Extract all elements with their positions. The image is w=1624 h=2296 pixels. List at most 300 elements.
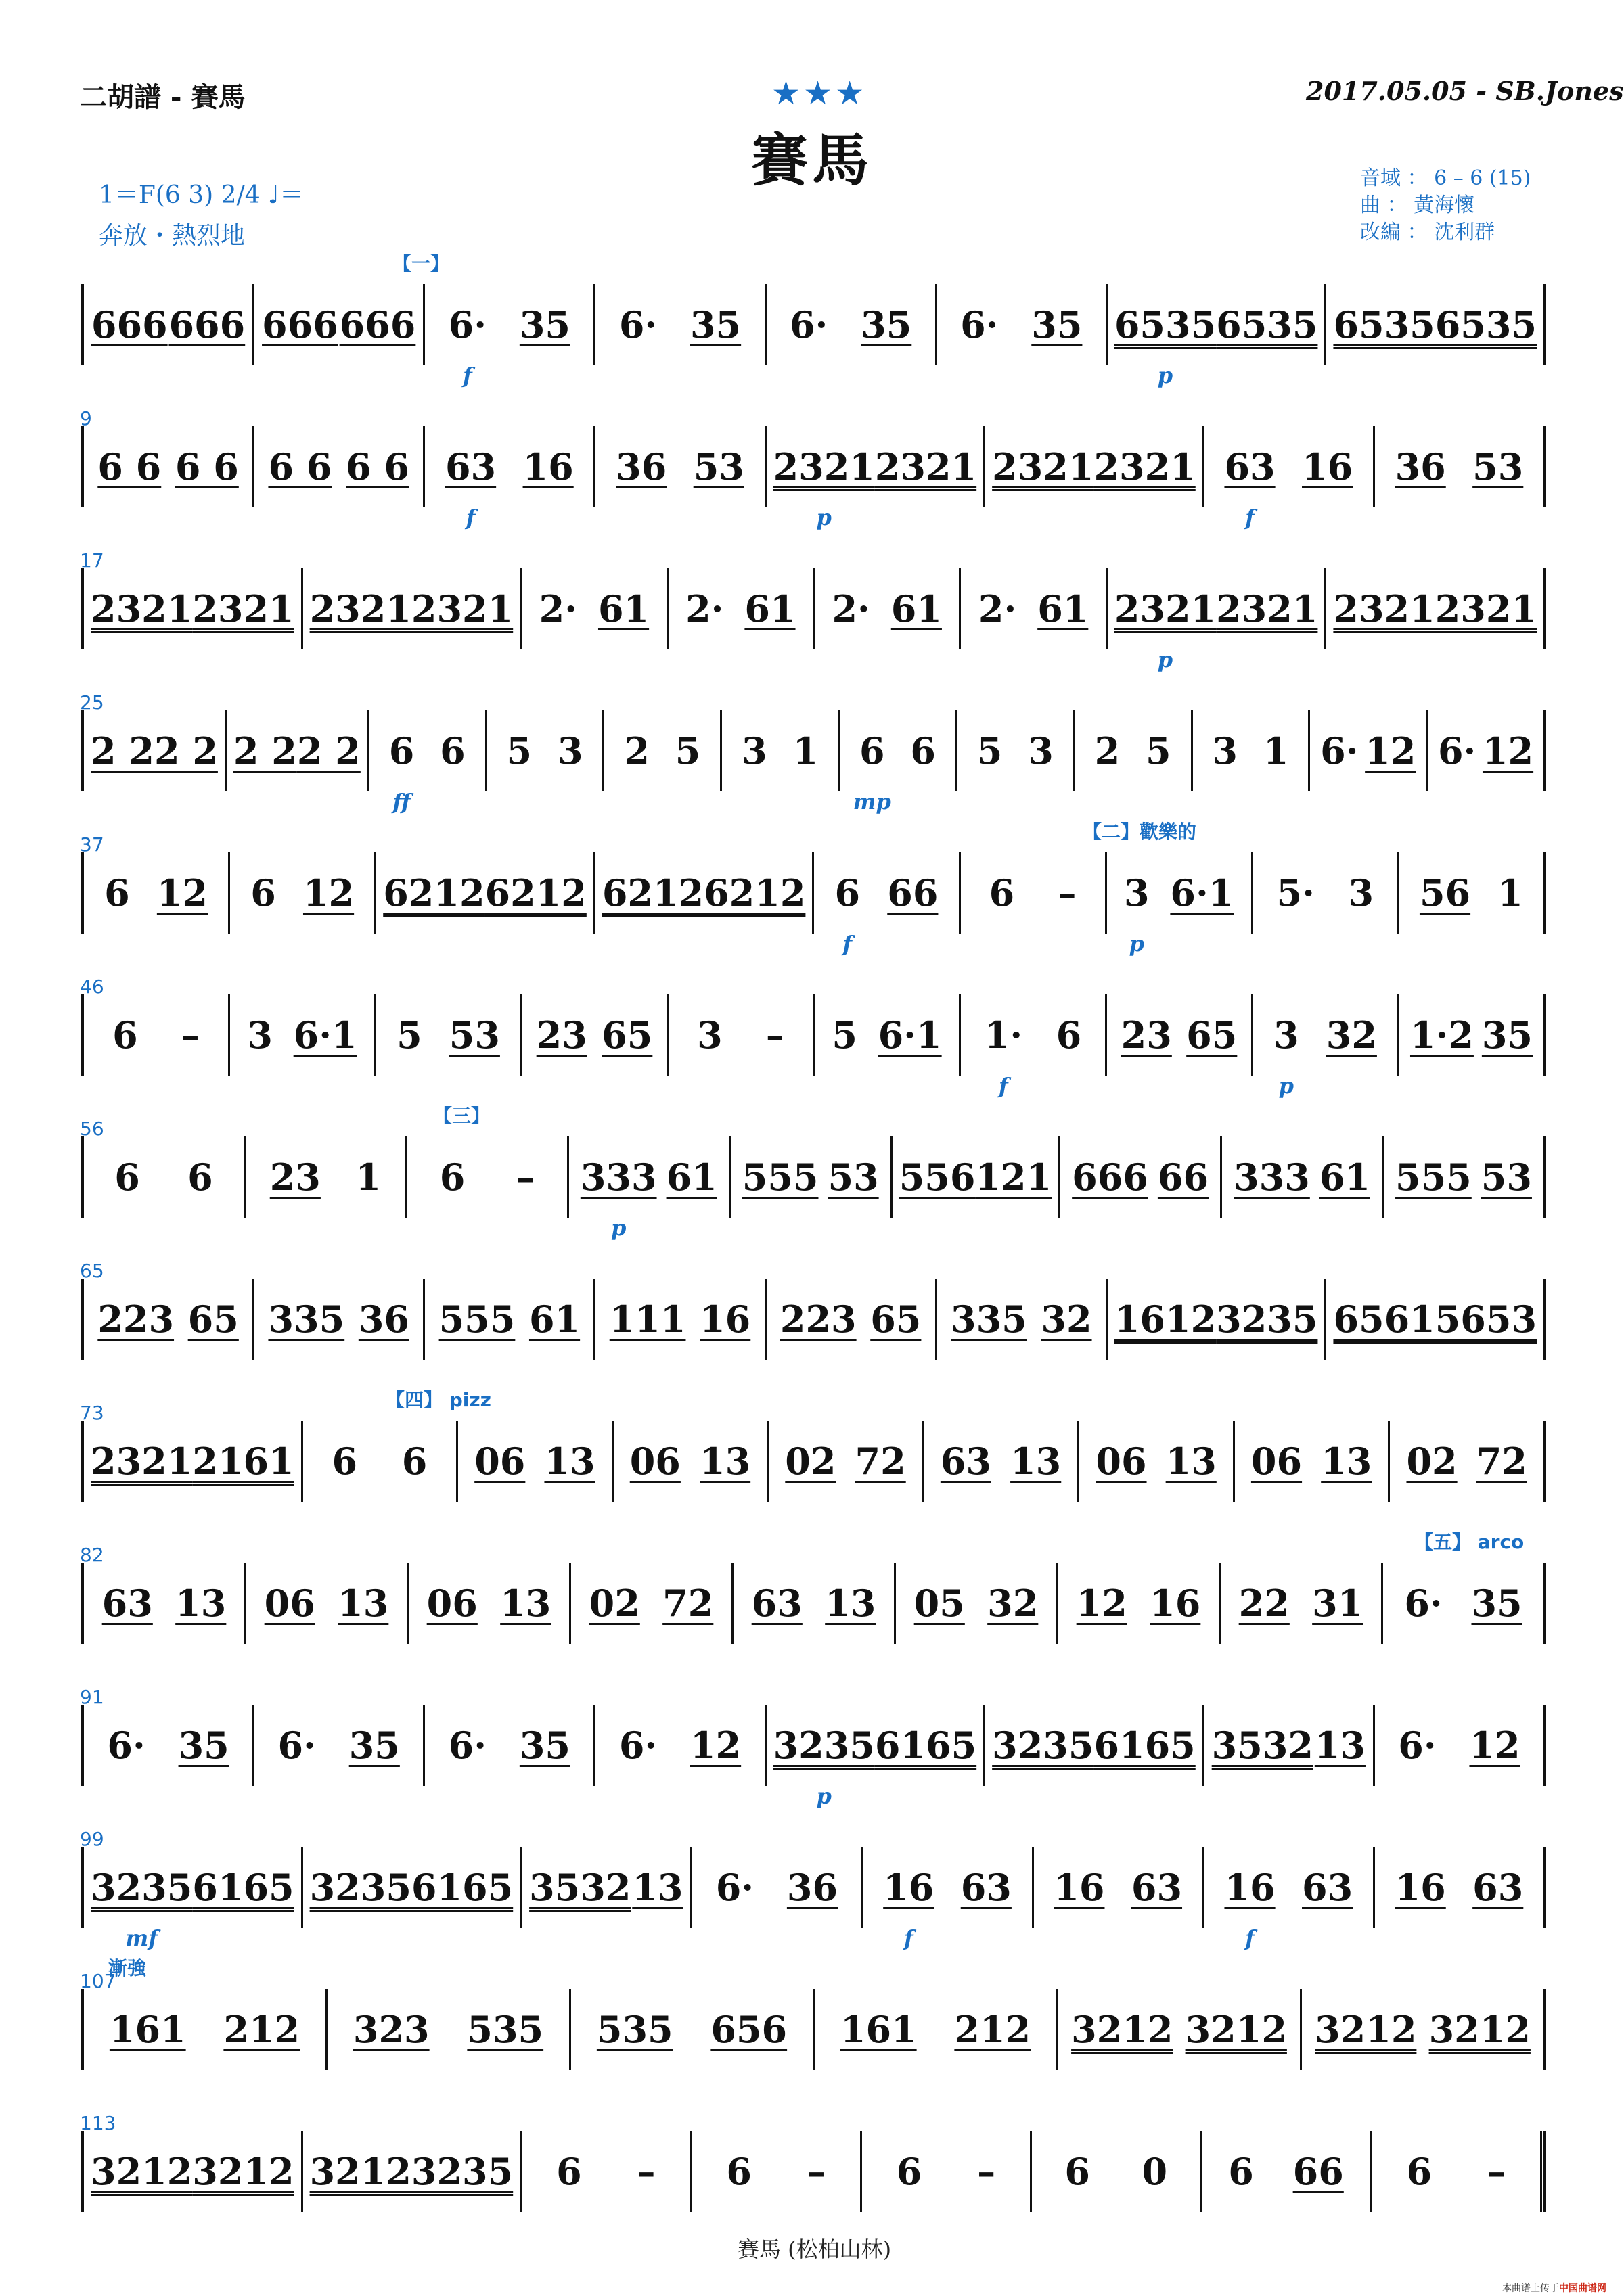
measure [937,284,1108,365]
note-group: 13 [175,1582,227,1625]
measure [303,2131,522,2212]
dynamic-marking: p [1129,931,1144,957]
note-group: 6· [618,1724,658,1767]
note-group: 6165 [874,1724,977,1767]
note-group: 666 [91,303,168,346]
note-group: 323 [353,2008,430,2051]
note-group: 22 [1238,1582,1290,1625]
measure [84,1563,246,1644]
measure [595,1705,766,1786]
dynamic-marking: p [1157,363,1173,388]
measure [425,1705,595,1786]
note-group: 555 [1395,1155,1472,1199]
note-group: 35 [519,1724,570,1767]
note-group: 63 [960,1866,1012,1909]
note-group: 5653 [1435,1298,1537,1341]
note-group: 2 2 [296,729,361,773]
measure [84,426,254,507]
measure [84,1279,254,1360]
note-group: 06 [1096,1440,1147,1483]
dynamic-marking: p [816,1783,832,1809]
note-group: – [1487,2150,1506,2193]
measure [961,852,1107,934]
note-group: 6· [715,1866,754,1909]
note-group: 3 [742,729,767,773]
note-group: 31 [1312,1582,1363,1625]
note-group: 3212 [1071,2008,1173,2051]
note-group: 6 [1406,2150,1433,2193]
note-group: 06 [1250,1440,1303,1483]
note-group: 6 [896,2150,922,2193]
score-system [80,1105,1543,1241]
note-group: 2321 p [773,445,875,530]
note-group: – [1058,871,1077,915]
measure [1372,2131,1546,2212]
measure [522,994,669,1076]
note-group: 666 [1072,1155,1148,1199]
note-group: 535 [467,2008,544,2051]
note-group: 2321 [1435,587,1537,630]
note-group: 65 [187,1298,239,1341]
measure [1253,852,1399,934]
note-group: 3 [697,1013,723,1057]
note-group: 12 [1482,729,1534,773]
measure [227,710,369,791]
note-group: 0 [1142,2150,1168,2193]
score-system [80,549,1543,672]
note-group: 6· [618,303,658,346]
note-group: 72 [1476,1440,1527,1483]
note-group: 6 ff [388,729,415,814]
note-group: 16 f [883,1866,934,1951]
note-group: 16 [1150,1582,1201,1625]
measure [614,1421,769,1502]
note-group: 23 [1121,1013,1172,1057]
measure [303,568,522,649]
measure [722,710,840,791]
section-marker: 【一】 [392,252,450,275]
measure [769,1421,924,1502]
note-group: 2321 [309,587,411,630]
note-group: 6165 [411,1866,514,1909]
measure [1202,2131,1372,2212]
note-group: 1 [355,1155,382,1199]
note-group: 2321 [1333,587,1435,630]
system-bars [81,1136,1546,1241]
dynamic-marking: mp [853,789,891,814]
note-group: 6 mp [853,729,891,814]
measure [595,426,766,507]
score-system [80,2112,1543,2212]
note-group: 3 [1212,729,1238,773]
note-group: 16 [1302,445,1353,488]
note-group: 6 [1228,2150,1254,2193]
dynamic-marking: ff [392,789,411,814]
measure [571,1563,734,1644]
measure [767,1279,937,1360]
measure [985,1705,1204,1786]
measure [1204,1847,1375,1951]
note-group: 3235 mf [91,1866,193,1951]
note-group: 35 [178,1724,229,1767]
note-group: 555 [742,1155,819,1199]
note-group: 6535 [1216,303,1318,346]
measure [1375,1705,1546,1786]
note-group: 6165 [1093,1724,1196,1767]
system-number: 99 [80,1828,104,1850]
note-group: – [181,1013,200,1057]
note-group: 6· [789,303,828,346]
note-group: 2· [685,587,724,630]
note-group: 2161 [192,1440,294,1483]
note-group: 2 2 [233,729,297,773]
note-group: 5 [506,729,533,773]
system-bars [81,426,1546,530]
note-group: 5 [976,729,1003,773]
measure [571,1989,815,2070]
measure [767,284,937,365]
note-group: 53 [828,1155,879,1199]
score-system [80,1957,1543,2070]
measure [767,426,986,530]
measure [814,852,960,957]
measure [1107,994,1253,1076]
note-group: 121 [975,1155,1052,1199]
note-group: 06 [426,1582,478,1625]
score-system [80,821,1543,957]
note-group: – [765,1013,784,1057]
note-group: 1 [1497,871,1523,915]
info-range: 音域 ： 6 – 6 (15) [1360,166,1531,190]
note-group: 6· [1320,729,1359,773]
measure [1375,426,1546,507]
measure [303,1847,522,1928]
note-group: 63 [1472,1866,1524,1909]
site-logo: 本曲谱上传于中国曲谱网 [1502,2283,1606,2294]
note-group: 35 [1031,303,1083,346]
note-group: 6 [1056,1013,1082,1057]
note-group: 12 [1076,1582,1127,1625]
note-group: 16 [1054,1866,1105,1909]
note-group: 6·1 [293,1013,357,1057]
note-group: 6·1 [1170,871,1234,915]
dynamic-marking: mf [125,1925,158,1951]
measure [230,852,376,934]
measure [1384,1136,1546,1218]
note-group: 36 [616,445,667,488]
measure [815,1989,1058,2070]
note-group: 61 [1037,587,1089,630]
section-marker: 漸強 [108,1957,147,1979]
measure [84,1847,303,1951]
system-number: 46 [80,975,104,998]
note-group: 13 [632,1866,683,1909]
measure [84,1421,303,1502]
note-group: 6· [277,1724,316,1767]
measure [84,1705,254,1786]
dynamic-marking: p [1278,1073,1294,1099]
system-bars [81,1705,1546,1809]
measure [84,2131,303,2212]
info-composer: 曲 ： 黃海懷 [1360,193,1475,217]
note-group: 3532 [529,1866,631,1909]
note-group: 13 [544,1440,595,1483]
note-group: 6 [726,2150,752,2193]
measure [1108,1279,1327,1360]
note-group: 5 [832,1013,857,1057]
note-group: 223 [780,1298,857,1341]
note-group: 65 [870,1298,922,1341]
note-group: 61 [528,1298,581,1341]
note-group: 1612 [1114,1298,1217,1341]
measure [893,1136,1060,1218]
note-group: 6212 [602,871,704,915]
note-group: 6 [187,1155,213,1199]
note-group: – [977,2150,996,2193]
key-signature: 1＝F(6 3) 2/4 ♩＝ [99,181,304,209]
note-group: 3212 [309,2150,411,2193]
measure [246,1563,409,1644]
section-marker: 【二】歡樂的 [1083,821,1197,843]
note-group: 66 [1157,1155,1209,1199]
note-group: 6 [910,729,936,773]
measure [1108,284,1327,388]
system-bars [81,1847,1546,1951]
system-number: 9 [80,407,92,430]
measure [303,1421,459,1502]
note-group: 6535 p [1114,303,1217,388]
measure [1390,1421,1546,1502]
measure [1079,1421,1235,1502]
score-system [80,407,1543,530]
note-group: 35 [690,303,742,346]
dynamic-marking: f [462,363,472,388]
note-group: 2· [832,587,870,630]
note-group: 333 p [580,1155,657,1241]
system-number: 113 [80,2112,116,2134]
measure [896,1563,1058,1644]
note-group: 212 [223,2008,300,2051]
note-group: 35 [1471,1582,1522,1625]
note-group: 161 [840,2008,917,2051]
note-group: 06 [629,1440,681,1483]
measure [734,1563,896,1644]
measure [1222,1136,1384,1218]
note-group: 6 6 [268,445,332,488]
note-group: 6 [439,1155,466,1199]
note-group: 56 [1419,871,1471,915]
note-group: 65 [602,1013,653,1057]
system-bars [81,1421,1546,1502]
score-system [80,1389,1543,1502]
note-group: 3212 [1428,2008,1531,2051]
system-number: 82 [80,1544,104,1566]
note-group: 6· [107,1724,145,1767]
note-group: 6 6 [97,445,162,488]
note-group: 223 [97,1298,175,1341]
note-group: 3235 p [773,1724,875,1809]
measure [1326,284,1546,365]
note-group: 6· f [448,303,487,388]
note-group: 66 [1292,2150,1344,2193]
note-group: 12 [302,871,355,915]
note-group: 3532 [1211,1724,1313,1767]
note-group: 6 [440,729,466,773]
system-number: 17 [80,549,104,572]
measure [425,426,595,530]
measure [1060,1136,1222,1218]
note-group: 61 [1319,1155,1370,1199]
note-group: 36 [1395,445,1446,488]
measure [84,284,254,365]
measure [840,710,957,814]
system-bars [81,1989,1546,2070]
note-group: 666 [339,303,416,346]
note-group: – [637,2150,656,2193]
score-system [81,252,1543,388]
measure [1107,852,1253,957]
measure [985,426,1204,507]
note-group: 13 [1321,1440,1372,1483]
info-arranger: 改編 ： 沈利群 [1360,221,1495,244]
measure [595,284,766,365]
measure [1075,710,1193,791]
note-group: 53 [1481,1155,1532,1199]
note-group: 13 [1314,1724,1366,1767]
measure [815,568,961,649]
system-bars [81,284,1546,388]
measure [246,1136,407,1218]
system-number: 25 [80,691,104,714]
note-group: 23 [536,1013,587,1057]
note-group: 32 [1041,1298,1092,1341]
note-group: 12 [156,871,208,915]
note-group: 2321 [91,587,193,630]
note-group: 6 [401,1440,428,1483]
note-group: 35 [348,1724,400,1767]
measure [1399,852,1546,934]
difficulty-stars: ★★★ [771,74,867,112]
note-group: 3 [1348,871,1374,915]
measure [692,2131,861,2212]
section-marker: 【四】 pizz [386,1389,491,1411]
measure [84,1989,328,2070]
note-group: 5 [1146,729,1171,773]
note-group: 3 p [1273,1013,1299,1099]
dynamic-marking: f [903,1925,914,1951]
note-group: 333 [1234,1155,1310,1199]
note-group: 6535 [1435,303,1537,346]
measure [84,710,227,791]
note-group: 12 [1365,729,1416,773]
note-group: 53 [1472,445,1524,488]
note-group: 36 [358,1298,409,1341]
score-system [80,691,1543,814]
measure [569,1136,731,1241]
measure [731,1136,893,1218]
note-group: 02 [785,1440,836,1483]
note-group: 535 [596,2008,673,2051]
note-group: 3 [557,729,583,773]
measure [1326,568,1546,649]
measure [1221,1563,1383,1644]
note-group: 36 [786,1866,838,1909]
note-group: 6535 [1333,303,1435,346]
note-group: 2321 [1216,587,1318,630]
note-group: 06 [264,1582,315,1625]
dynamic-marking: p [610,1215,627,1241]
measure [961,994,1107,1099]
note-group: 63 [940,1440,991,1483]
note-group: 6 [250,871,276,915]
measure [1058,1563,1221,1644]
note-group: 6212 [484,871,587,915]
note-group: 12 [1469,1724,1520,1767]
note-group: 6· [960,303,999,346]
note-group: 16 [700,1298,751,1341]
note-group: 61 [666,1155,717,1199]
note-group: 32 [1326,1013,1377,1057]
note-group: 5 [675,729,701,773]
note-group: 555 [438,1298,516,1341]
dynamic-marking: p [1157,647,1173,672]
note-group: 72 [855,1440,906,1483]
measure [84,1136,246,1218]
note-group: 6 6 [346,445,409,488]
measure [1253,994,1399,1099]
system-number: 91 [80,1686,104,1708]
note-group: 3212 [1315,2008,1417,2051]
note-group: 23 [269,1155,321,1199]
note-group: 3212 [91,2150,193,2193]
measure [1375,1847,1546,1928]
note-group: 13 [500,1582,551,1625]
note-group: 2 [1094,729,1121,773]
note-group: 6212 [704,871,806,915]
note-group: 16 [1395,1866,1446,1909]
note-group: 2 2 [154,729,218,773]
system-bars [81,1279,1546,1360]
note-group: 13 [825,1582,876,1625]
note-group: 3235 [992,1724,1094,1767]
note-group: 72 [662,1582,714,1625]
note-group: 35 [519,303,570,346]
dynamic-marking: f [999,1073,1008,1099]
system-bars [81,1563,1546,1644]
system-bars [81,852,1546,957]
note-group: 02 [589,1582,640,1625]
measure [254,284,425,365]
note-group: 212 [954,2008,1031,2051]
note-group: 1 [1263,729,1289,773]
measure [1399,994,1546,1076]
note-group: 35 [1481,1013,1533,1057]
note-group: 6 [989,871,1015,915]
measure [254,1705,425,1786]
note-group: 3212 [192,2150,294,2193]
measure [1383,1563,1546,1644]
note-group: 35 [861,303,912,346]
measure [1108,568,1327,672]
measure [230,994,376,1076]
measure [767,1705,986,1809]
measure [1310,710,1428,791]
note-group: 63 [102,1582,153,1625]
note-group: 2 2 [91,729,154,773]
note-group: 12 [690,1724,742,1767]
note-group: 1·2 [1409,1013,1474,1057]
dynamic-marking: f [466,505,476,530]
